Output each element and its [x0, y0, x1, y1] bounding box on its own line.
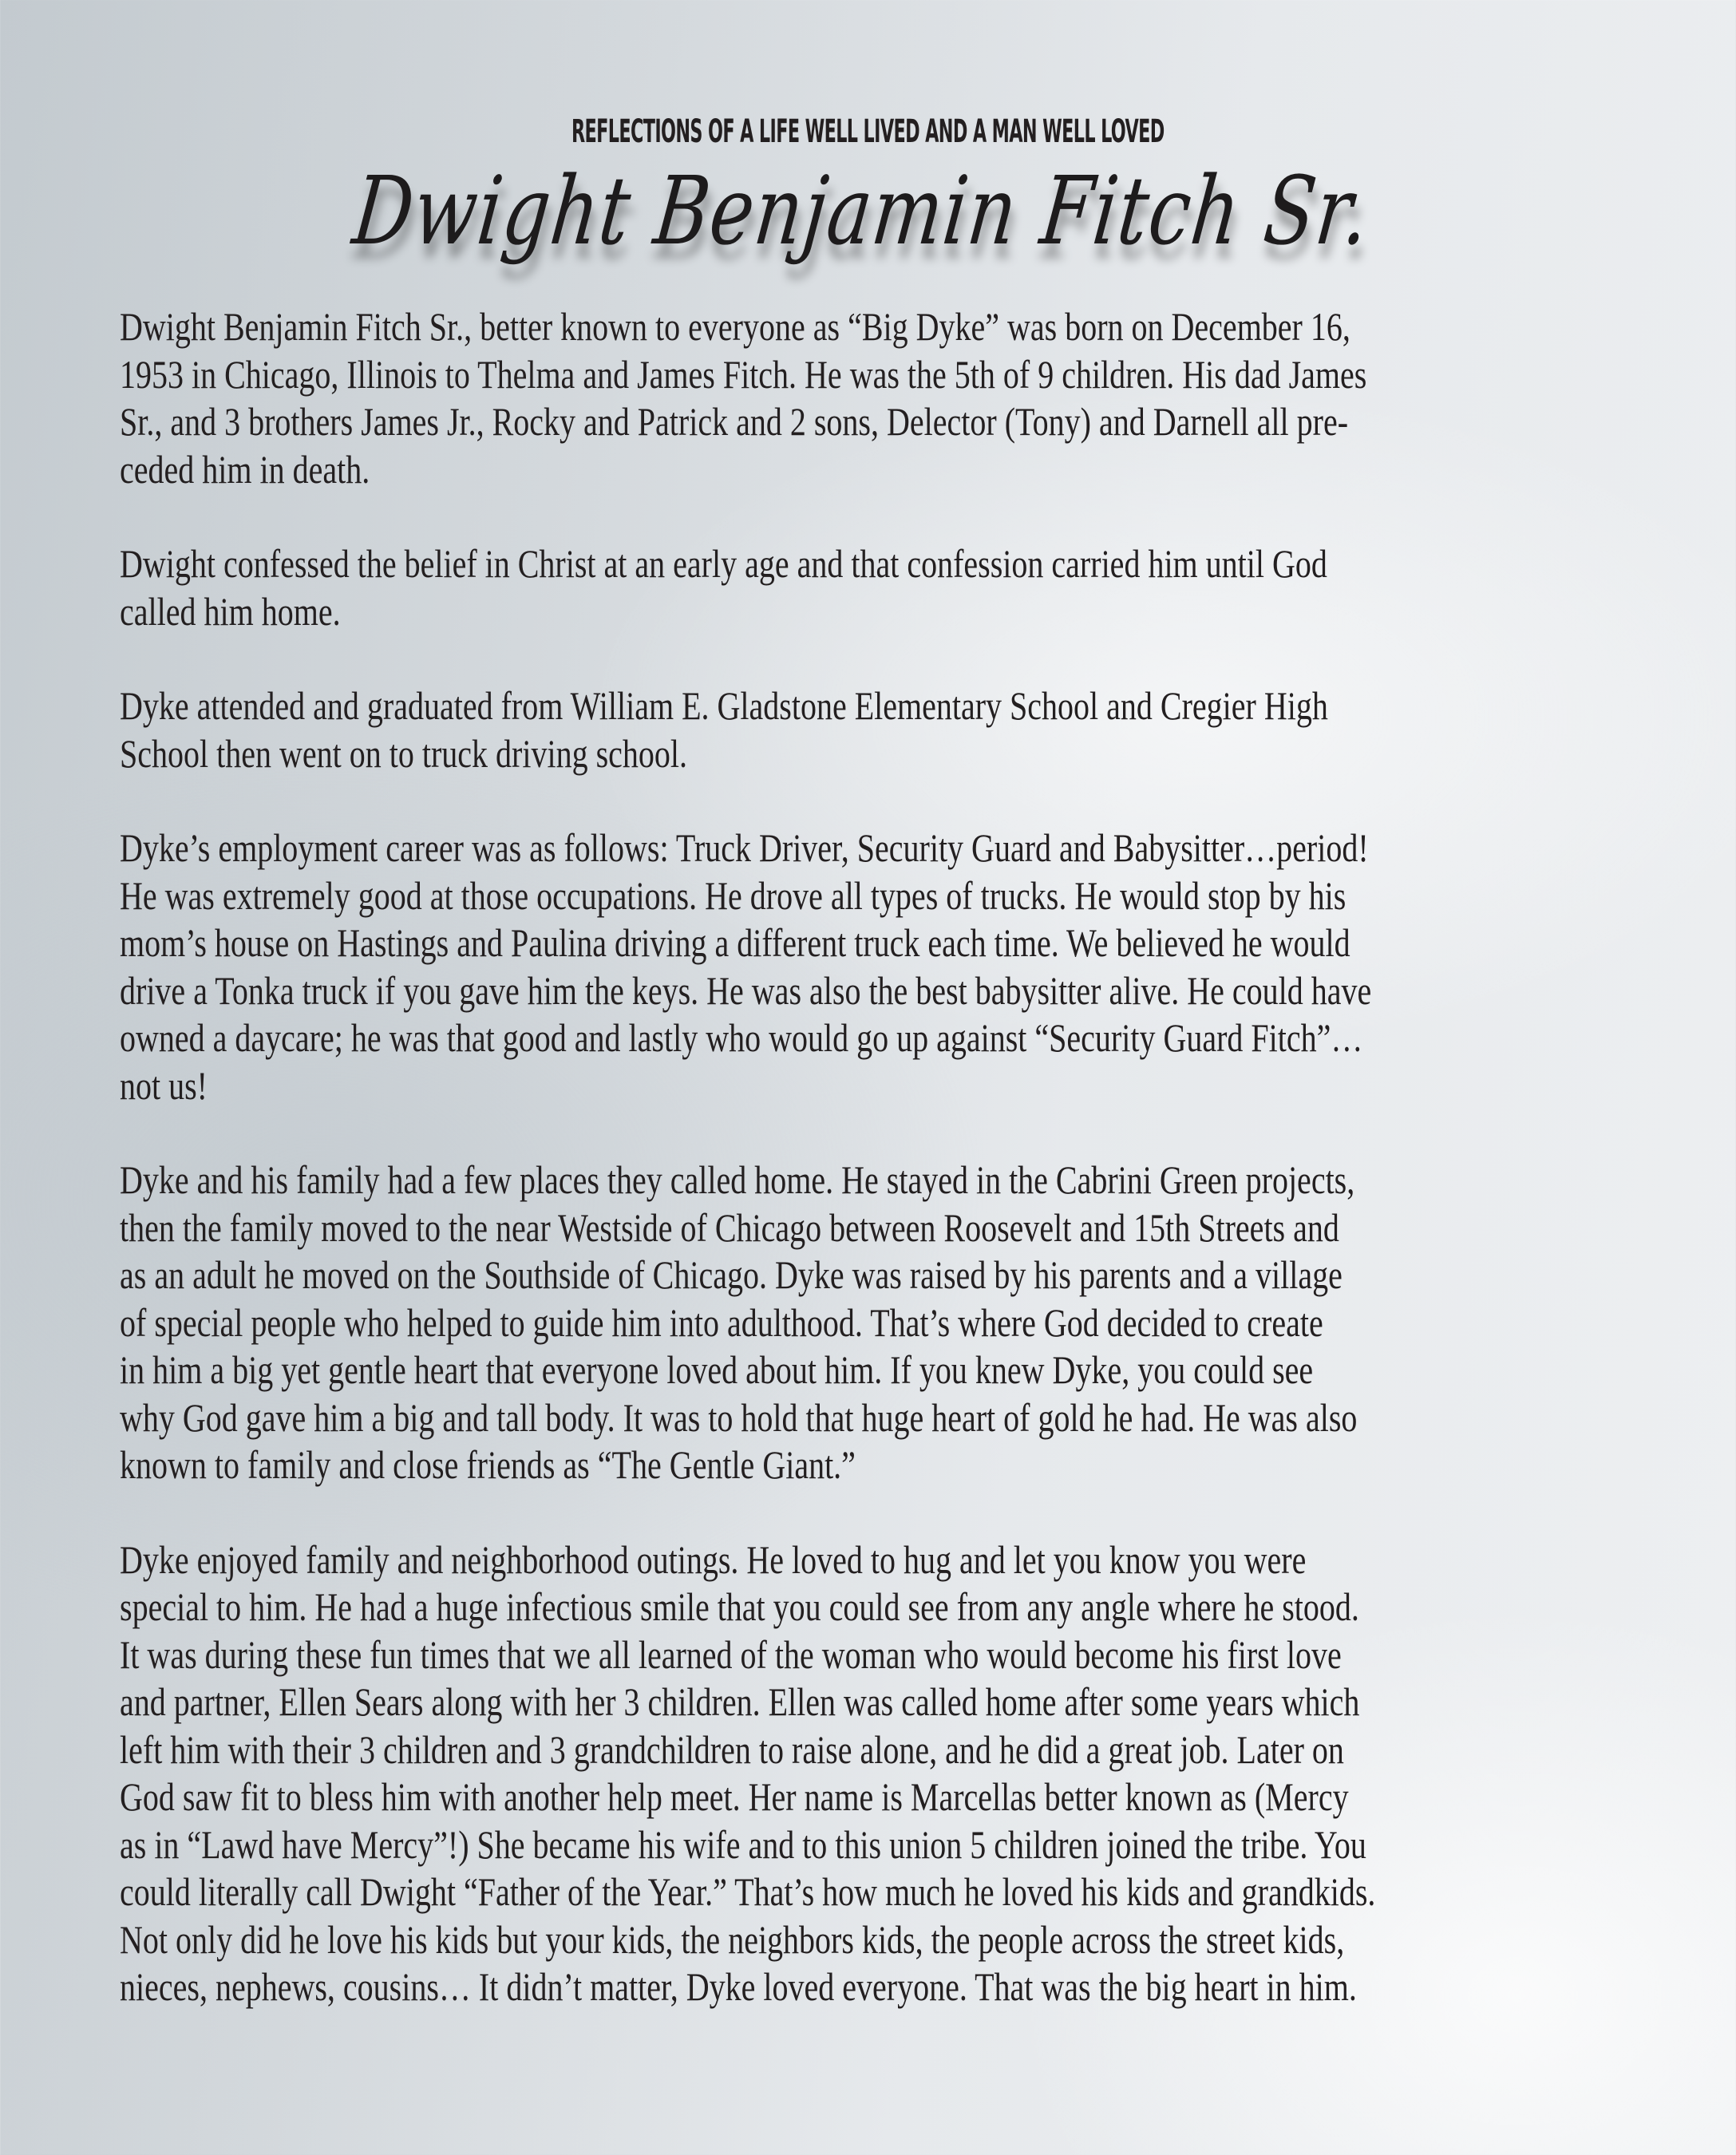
text-line: It was during these fun times that we all learned of the woman who would become his first love [120, 1631, 1342, 1677]
text-line: He was extremely good at those occupations. He drove all types of trucks. He would stop by his [120, 872, 1346, 918]
text-line: Dwight Benjamin Fitch Sr., better known to everyone as “Big Dyke” was born on December 16, [120, 304, 1350, 349]
text-line: could literally call Dwight “Father of the Year.” That’s how much he loved his kids and grandkids. [120, 1869, 1376, 1914]
text-line: Dwight confessed the belief in Christ at an early age and that confession carried him until God [120, 541, 1327, 586]
text-line: nieces, nephews, cousins… It didn’t matter, Dyke loved everyone. That was the big heart in him. [120, 1964, 1357, 2009]
text-line: ceded him in death. [120, 446, 370, 492]
text-line: of special people who helped to guide him into adulthood. That’s where God decided to create [120, 1299, 1323, 1345]
paragraph-education [120, 682, 1736, 777]
obituary-body [120, 303, 1736, 2058]
text-line: Dyke and his family had a few places they called home. He stayed in the Cabrini Green projects, [120, 1157, 1355, 1202]
text-line: as in “Lawd have Mercy”!) She became his wife and to this union 5 children joined the tribe. You [120, 1821, 1366, 1867]
text-line: left him with their 3 children and 3 grandchildren to raise alone, and he did a great job. Later on [120, 1726, 1344, 1772]
text-line: mom’s house on Hastings and Paulina driving a different truck each time. We believed he would [120, 920, 1350, 965]
text-line: 1953 in Chicago, Illinois to Thelma and James Fitch. He was the 5th of 9 children. His dad James [120, 351, 1367, 397]
text-line: Dyke attended and graduated from William E. Gladstone Elementary School and Cregier High [120, 683, 1328, 728]
text-line: known to family and close friends as “The Gentle Giant.” [120, 1442, 856, 1487]
text-line: Dyke enjoyed family and neighborhood outings. He loved to hug and let you know you were [120, 1536, 1307, 1582]
text-line: in him a big yet gentle heart that everyone loved about him. If you knew Dyke, you could see [120, 1347, 1314, 1392]
text-line: God saw fit to bless him with another help meet. Her name is Marcellas better known as (Mercy [120, 1774, 1349, 1819]
text-line: School then went on to truck driving school. [120, 730, 688, 776]
text-line: then the family moved to the near Westside of Chicago between Roosevelt and 15th Streets and [120, 1204, 1339, 1250]
text-line: called him home. [120, 588, 341, 634]
text-line: not us! [120, 1062, 208, 1108]
text-line: owned a daycare; he was that good and lastly who would go up against “Security Guard Fitch”… [120, 1015, 1363, 1060]
text-line: drive a Tonka truck if you gave him the keys. He was also the best babysitter alive. He could have [120, 967, 1372, 1013]
paragraph-home [120, 1157, 1736, 1489]
paragraph-faith [120, 540, 1736, 635]
paragraph-birth [120, 303, 1736, 493]
text-line: and partner, Ellen Sears along with her 3 children. Ellen was called home after some years which [120, 1679, 1360, 1724]
text-line: Dyke’s employment career was as follows: Truck Driver, Security Guard and Babysitter…period! [120, 825, 1369, 870]
paragraph-employment [120, 824, 1736, 1109]
page-title: Dwight Benjamin Fitch Sr. [348, 156, 1376, 266]
text-line: Not only did he love his kids but your kids, the neighbors kids, the people across the street kids, [120, 1916, 1345, 1962]
page-subtitle: REFLECTIONS OF A LIFE WELL LIVED AND A MAN WELL LOVED [571, 113, 1165, 150]
text-line: why God gave him a big and tall body. It was to hold that huge heart of gold he had. He was also [120, 1394, 1358, 1440]
text-line: Sr., and 3 brothers James Jr., Rocky and Patrick and 2 sons, Delector (Tony) and Darnell all pre- [120, 399, 1349, 444]
text-line: as an adult he moved on the Southside of Chicago. Dyke was raised by his parents and a village [120, 1252, 1343, 1297]
paragraph-family [120, 1536, 1736, 2011]
text-line: special to him. He had a huge infectious smile that you could see from any angle where he stood. [120, 1584, 1359, 1629]
